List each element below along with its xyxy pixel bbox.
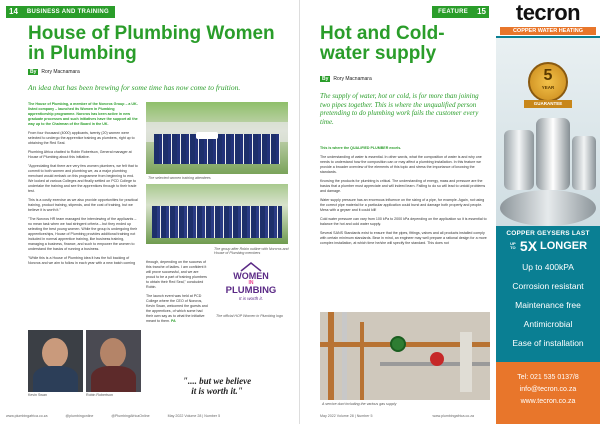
pa-signoff: PA: [170, 319, 176, 323]
promo-up-to: UP TO: [510, 240, 516, 250]
photo-caption-2: The group after Robin outline with Norcros and House of Plumbing members: [214, 247, 289, 255]
brand-tagline: COPPER WATER HEATING: [500, 27, 596, 35]
by-tag: By: [322, 76, 329, 82]
paragraph: This is a costly exercise as we also provide opportunities for practical training, product training, stipends, and the cost of training, but we believe it is worth it.": [28, 198, 138, 212]
promo-block: [496, 230, 600, 254]
group-photo-1: [146, 102, 288, 174]
lead-paragraph: This is where the QUALIFIED PLUMBER excels.: [320, 146, 402, 150]
feature-item: Antimicrobial: [523, 319, 573, 329]
right-header: [432, 6, 489, 18]
geyser-horizontal: [500, 190, 596, 226]
paragraph: "Appreciating that there are very few women plumbers, we felt that to commit to both women and plumbing we, as a major plumbing merchant would embark on this programme from beginning to end. We looked at various Colleges and finally settled on PCD College to undertake the training and see the apprentices through to their trade test.: [28, 164, 138, 193]
ad-brand-block: [496, 0, 600, 36]
paragraph: From four thousand (4000) applicants, twenty (20) women were selected to undergo the apprentice training as plumbers, right up to obtaining the Red Seal.: [28, 131, 135, 145]
paragraph-text: The launch event was held at PCD College where the CEO of Norcros, Kevin Swan, welcomed the guests and the apprentices, of which some had their own say as to what the initiative meant to them.: [146, 294, 208, 323]
logo-word-plumbing: PLUMBING: [225, 285, 277, 296]
logo-tagline: It is worth it.: [238, 296, 263, 301]
contact-block: [496, 362, 600, 424]
pull-quote: [146, 376, 288, 396]
paragraph: through, depending on the success of this tranche of ladies. I am confident it will prove successful, and we are proud to be a part of training plumbers to obtain their Red Seal," concluded Robin.: [146, 260, 207, 289]
badge-years: 5: [543, 67, 553, 84]
promo-5x: 5X: [519, 238, 538, 254]
page-number: 15: [474, 6, 489, 18]
author: Rory Macnamara: [333, 76, 372, 82]
portrait-robin-robertson: [86, 330, 141, 392]
section-label: BUSINESS AND TRAINING: [21, 6, 115, 18]
paragraph: Several SANS Standards exist to ensure that the pipes, fittings, valves and all products installed comply with certain minimum standards. Bear in mind, an engineer may well prepare a rational design for a more complex installation, at which time he/she will specify the standard. This does not: [320, 231, 487, 245]
feature-item: Up to 400kPA: [522, 262, 574, 272]
portrait-name-2: Robin Robertson: [86, 393, 113, 397]
geyser-3: [572, 136, 596, 190]
promo-line2: [496, 238, 600, 254]
footer-issue: May 2022 Volume 28 | Number 5: [320, 414, 373, 418]
photo-caption-1: The selected women training attendees: [148, 176, 211, 180]
byline: [28, 69, 80, 75]
geyser-2: [536, 118, 570, 190]
byline: [320, 76, 372, 82]
photo-caption: A service duct including the various gas supply: [322, 402, 397, 406]
pull-quote-line1: ".... but we believe: [182, 376, 252, 386]
paragraph: Cold water pressure can vary from 100 kPa to 2000 kPa depending on the application so it is essential to balance the hot and cold water supply.: [320, 217, 487, 226]
feature-item: Corrosion resistant: [512, 281, 584, 291]
portrait-name-1: Kevin Swan: [28, 393, 47, 397]
article-body-col1: [28, 102, 140, 270]
paragraph: Plumbing Africa chatted to Robin Robertson, General manager at House of Plumbing about this initiative.: [28, 150, 132, 159]
promo-line1: COPPER GEYSERS LAST: [506, 230, 590, 237]
brand-name: tecron: [515, 0, 581, 25]
contact-website[interactable]: www.tecron.co.za: [520, 398, 576, 405]
left-footer: [6, 414, 220, 418]
by-tag: By: [30, 69, 37, 75]
footer-twitter[interactable]: @plumbingonline: [65, 414, 94, 418]
paragraph: [146, 294, 208, 324]
footer-issue: May 2022 Volume 28 | Number 5: [167, 414, 221, 418]
paragraph: Water supply pressure has an enormous influence on the sizing of a pipe, for example. Again, not using the correct pipe material for a particular application could burst and damage both property and people. Mess with a geyser and it could kill!: [320, 198, 485, 212]
logo-word-women: WOMEN: [233, 271, 269, 281]
page-number: 14: [6, 6, 21, 18]
footer-website[interactable]: www.plumbingafrica.co.za: [6, 414, 48, 418]
service-duct-photo: [320, 312, 490, 400]
women-in-plumbing-logo: [216, 262, 286, 312]
author: Rory Macnamara: [41, 69, 80, 75]
standfirst: The supply of water, hot or cold, is for more than joining two pipes together. This is where the unqualified person pretending to do plumbing work fails the customer every time.: [320, 92, 479, 126]
paragraph: "While this is a House of Plumbing idea it has the full backing of Norcros and we aim to follow in each year with a new batch coming: [28, 256, 136, 265]
badge-ribbon: GUARANTEE: [524, 100, 572, 108]
pull-quote-line2: it is worth it.": [191, 386, 243, 396]
product-image: [496, 38, 600, 226]
right-page: [300, 0, 495, 424]
contact-phone[interactable]: Tel: 021 535 0137/8: [517, 374, 579, 381]
section-label: FEATURE: [432, 6, 474, 18]
standfirst: An idea that has been brewing for some time has now come to fruition.: [28, 83, 241, 92]
feature-item: Maintenance free: [515, 300, 581, 310]
left-header: [6, 6, 115, 18]
promo-longer: LONGER: [540, 240, 588, 252]
footer-facebook[interactable]: @PlumbingAfricaOnline: [111, 414, 150, 418]
paragraph: "The Norcros HR team managed the interviewing of the applicants – no mean task when we had stringent criteria – but they ended up selecting the best young women. While the group is undergoing their apprenticeships, House of Plumbing provides additional training not included in normal apprentice training, like business training, managing a business, finance, and such to empower the women to understand the basics of running a business.: [28, 217, 138, 251]
article-headline: House of Plumbing Women in Plumbing: [28, 23, 275, 64]
right-footer: [320, 414, 474, 418]
footer-website[interactable]: www.plumbingafrica.co.za: [432, 414, 475, 418]
lead-paragraph: The House of Plumbing, a member of the Norcros Group – a UK-listed company – launched its Women in Plumbing apprenticeship programme. Norcros has been active in new graduate processes and such initiatives have the support all the way up to the Chairman of the Board in the UK.: [28, 102, 138, 126]
group-photo-2: [146, 184, 288, 244]
article-body: [320, 146, 490, 250]
article-headline: Hot and Cold-water supply: [320, 23, 445, 64]
contact-email[interactable]: info@tecron.co.za: [519, 386, 577, 393]
geyser-1: [504, 130, 534, 190]
feature-item: Ease of installation: [512, 338, 584, 348]
logo-word-in: IN: [248, 280, 254, 286]
badge-year-word: YEAR: [541, 85, 555, 90]
tecron-advertisement[interactable]: [496, 0, 600, 424]
guarantee-badge: [528, 62, 568, 102]
article-body-col2: [146, 260, 208, 328]
feature-list: [496, 258, 600, 353]
portrait-kevin-swan: [28, 330, 83, 392]
paragraph: Knowing the products for plumbing is critical. The understanding of energy, mass and pressure are the basics that a plumber must appreciate and will indeed learn. Failing to do so will lead to untold problems and damage.: [320, 179, 486, 193]
paragraph: The understanding of water is essential. In other words, what the composition of water is and why one needs to understand how the composition can or may affect a plumbing installation. In this feature we provide a broader overview of the elements of this topic and stress the importance of knowing the standards.: [320, 155, 482, 174]
logo-caption: The official HOP Women in Plumbing logo: [216, 314, 283, 318]
